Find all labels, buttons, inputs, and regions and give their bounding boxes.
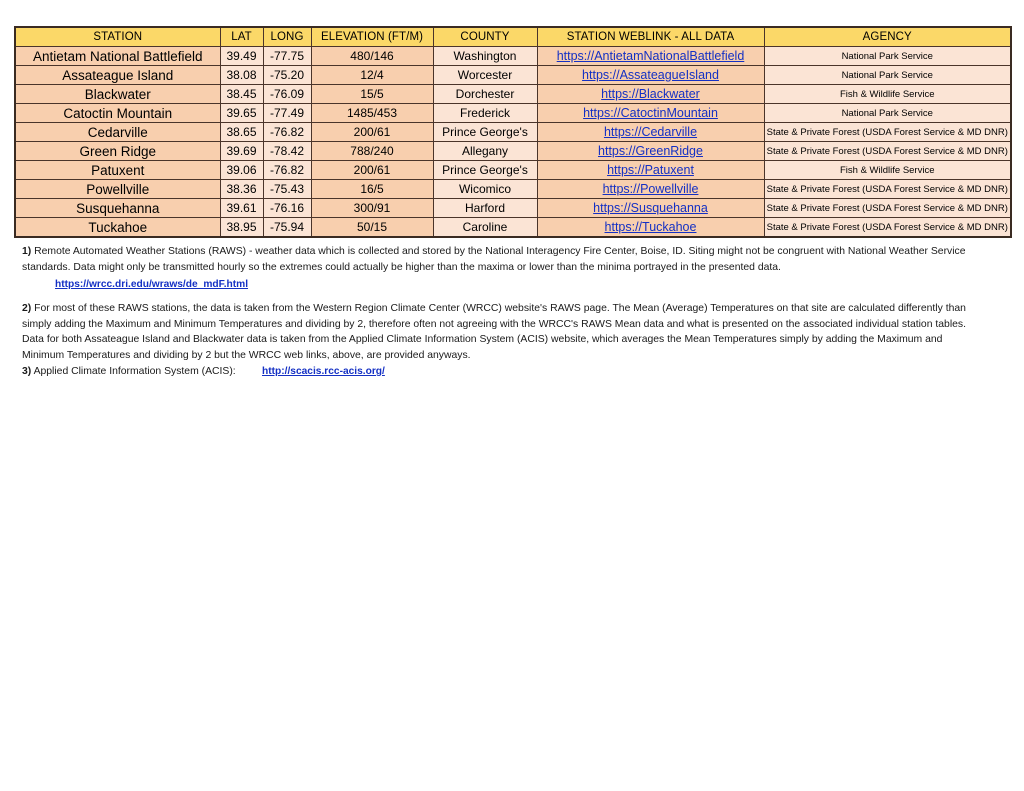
footnote-1-number: 1) — [22, 246, 32, 257]
cell-county: Frederick — [433, 104, 537, 123]
column-header-long: LONG — [263, 27, 311, 47]
cell-station: Tuckahoe — [15, 218, 220, 238]
cell-station: Antietam National Battlefield — [15, 47, 220, 66]
table-header-row — [15, 27, 1011, 47]
cell-station: Catoctin Mountain — [15, 104, 220, 123]
table-row — [15, 180, 1011, 199]
cell-elevation: 200/61 — [311, 161, 433, 180]
station-weblink[interactable]: https://GreenRidge — [598, 143, 703, 158]
footnote-1 — [22, 244, 987, 293]
table-row — [15, 161, 1011, 180]
footnote-2-body: For most of these RAWS stations, the data is taken from the Western Region Climate Center (WRCC) website's RAWS page. The Mean (Average) Temperatures on that site are calculated differently than simply adding the Maximum and Minimum Temperatures and dividing by 2, therefore often not agreeing with the WRCC's RAWS Mean data and what is presented on the associated individual station tables. Data for both Assateague Island and Blackwater data is taken from the Applied Climate Information System (ACIS) website, which averages the Mean Temperatures simply by adding the Maximum and Minimum Temperatures and dividing by 2 but the WRCC web links, above, are provided anyways. — [22, 303, 966, 361]
cell-long: -78.42 — [263, 142, 311, 161]
cell-station: Susquehanna — [15, 199, 220, 218]
station-table-container — [14, 26, 1010, 238]
table-header — [15, 27, 1011, 47]
column-header-county: COUNTY — [433, 27, 537, 47]
cell-elevation: 12/4 — [311, 66, 433, 85]
cell-station: Powellville — [15, 180, 220, 199]
table-body — [15, 47, 1011, 238]
station-weblink[interactable]: https://CatoctinMountain — [583, 105, 718, 120]
cell-county: Dorchester — [433, 85, 537, 104]
table-row — [15, 218, 1011, 238]
cell-county: Caroline — [433, 218, 537, 238]
station-weblink[interactable]: https://Cedarville — [603, 124, 698, 139]
cell-long: -77.49 — [263, 104, 311, 123]
cell-lat: 39.06 — [220, 161, 263, 180]
cell-weblink[interactable] — [537, 104, 764, 123]
cell-long: -75.43 — [263, 180, 311, 199]
table-row — [15, 142, 1011, 161]
cell-elevation: 1485/453 — [311, 104, 433, 123]
cell-weblink[interactable] — [537, 142, 764, 161]
cell-long: -75.94 — [263, 218, 311, 238]
cell-elevation: 300/91 — [311, 199, 433, 218]
cell-county: Worcester — [433, 66, 537, 85]
column-header-lat: LAT — [220, 27, 263, 47]
cell-weblink[interactable] — [537, 199, 764, 218]
cell-agency: State & Private Forest (USDA Forest Service & MD DNR) — [764, 218, 1011, 238]
table-row — [15, 123, 1011, 142]
cell-station: Blackwater — [15, 85, 220, 104]
cell-county: Prince George's — [433, 161, 537, 180]
cell-long: -76.16 — [263, 199, 311, 218]
cell-county: Wicomico — [433, 180, 537, 199]
cell-station: Green Ridge — [15, 142, 220, 161]
cell-weblink[interactable] — [537, 218, 764, 238]
footnote-2-number: 2) — [22, 303, 32, 314]
cell-lat: 38.45 — [220, 85, 263, 104]
cell-lat: 38.65 — [220, 123, 263, 142]
maryland-raws-station-table — [14, 26, 1012, 238]
cell-lat: 39.61 — [220, 199, 263, 218]
cell-weblink[interactable] — [537, 161, 764, 180]
cell-county: Washington — [433, 47, 537, 66]
cell-long: -76.82 — [263, 161, 311, 180]
column-header-station: STATION — [15, 27, 220, 47]
station-weblink[interactable]: https://Patuxent — [607, 162, 694, 177]
cell-elevation: 200/61 — [311, 123, 433, 142]
cell-agency: National Park Service — [764, 104, 1011, 123]
cell-elevation: 480/146 — [311, 47, 433, 66]
cell-agency: State & Private Forest (USDA Forest Service & MD DNR) — [764, 180, 1011, 199]
cell-station: Cedarville — [15, 123, 220, 142]
cell-county: Allegany — [433, 142, 537, 161]
table-row — [15, 66, 1011, 85]
cell-agency: Fish & Wildlife Service — [764, 85, 1011, 104]
table-row — [15, 104, 1011, 123]
station-weblink[interactable]: https://Powellville — [602, 181, 699, 196]
cell-agency: Fish & Wildlife Service — [764, 161, 1011, 180]
cell-weblink[interactable] — [537, 47, 764, 66]
cell-station: Assateague Island — [15, 66, 220, 85]
cell-long: -77.75 — [263, 47, 311, 66]
cell-weblink[interactable] — [537, 85, 764, 104]
cell-weblink[interactable] — [537, 180, 764, 199]
cell-elevation: 788/240 — [311, 142, 433, 161]
cell-lat: 39.49 — [220, 47, 263, 66]
footnote-2 — [22, 301, 987, 363]
footnote-3-number: 3) — [22, 366, 32, 377]
cell-lat: 39.69 — [220, 142, 263, 161]
cell-lat: 38.08 — [220, 66, 263, 85]
station-weblink[interactable]: https://AssateagueIsland — [582, 67, 719, 82]
cell-lat: 38.95 — [220, 218, 263, 238]
footnote-3-link[interactable]: http://scacis.rcc-acis.org/ — [262, 366, 385, 377]
column-header-weblink: STATION WEBLINK - ALL DATA — [537, 27, 764, 47]
table-row — [15, 85, 1011, 104]
footnote-3 — [22, 364, 987, 380]
column-header-agency: AGENCY — [764, 27, 1011, 47]
cell-agency: State & Private Forest (USDA Forest Service & MD DNR) — [764, 142, 1011, 161]
cell-long: -75.20 — [263, 66, 311, 85]
cell-county: Prince George's — [433, 123, 537, 142]
cell-agency: National Park Service — [764, 66, 1011, 85]
footnote-3-body: Applied Climate Information System (ACIS): — [31, 366, 236, 377]
footnote-1-text-line — [22, 244, 987, 275]
cell-elevation: 15/5 — [311, 85, 433, 104]
cell-station: Patuxent — [15, 161, 220, 180]
footnote-1-link[interactable]: https://wrcc.dri.edu/wraws/de_mdF.html — [55, 279, 249, 290]
station-weblink[interactable]: https://Blackwater — [601, 86, 700, 101]
cell-long: -76.09 — [263, 85, 311, 104]
footnote-2-text-line — [22, 301, 987, 363]
column-header-elevation: ELEVATION (FT/M) — [311, 27, 433, 47]
cell-lat: 38.36 — [220, 180, 263, 199]
cell-elevation: 16/5 — [311, 180, 433, 199]
footnote-3-row — [22, 364, 987, 380]
table-row — [15, 47, 1011, 66]
cell-weblink[interactable] — [537, 66, 764, 85]
cell-agency: National Park Service — [764, 47, 1011, 66]
cell-county: Harford — [433, 199, 537, 218]
station-weblink[interactable]: https://AntietamNationalBattlefield — [556, 48, 745, 63]
footnote-3-label — [22, 364, 262, 380]
cell-lat: 39.65 — [220, 104, 263, 123]
station-weblink[interactable]: https://Susquehanna — [593, 200, 708, 215]
footnote-1-link-row — [55, 277, 987, 293]
cell-weblink[interactable] — [537, 123, 764, 142]
cell-elevation: 50/15 — [311, 218, 433, 238]
cell-agency: State & Private Forest (USDA Forest Service & MD DNR) — [764, 199, 1011, 218]
footnote-1-body: Remote Automated Weather Stations (RAWS) - weather data which is collected and stored by the National Interagency Fire Center, Boise, ID. Siting might not be congruent with National Weather Service standards. Data might only be transmitted hourly so the extremes could actually be higher than the maxima or lower than the minima portrayed in the presented data. — [22, 246, 966, 273]
table-row — [15, 199, 1011, 218]
station-weblink[interactable]: https://Tuckahoe — [604, 219, 697, 234]
cell-long: -76.82 — [263, 123, 311, 142]
cell-agency: State & Private Forest (USDA Forest Service & MD DNR) — [764, 123, 1011, 142]
